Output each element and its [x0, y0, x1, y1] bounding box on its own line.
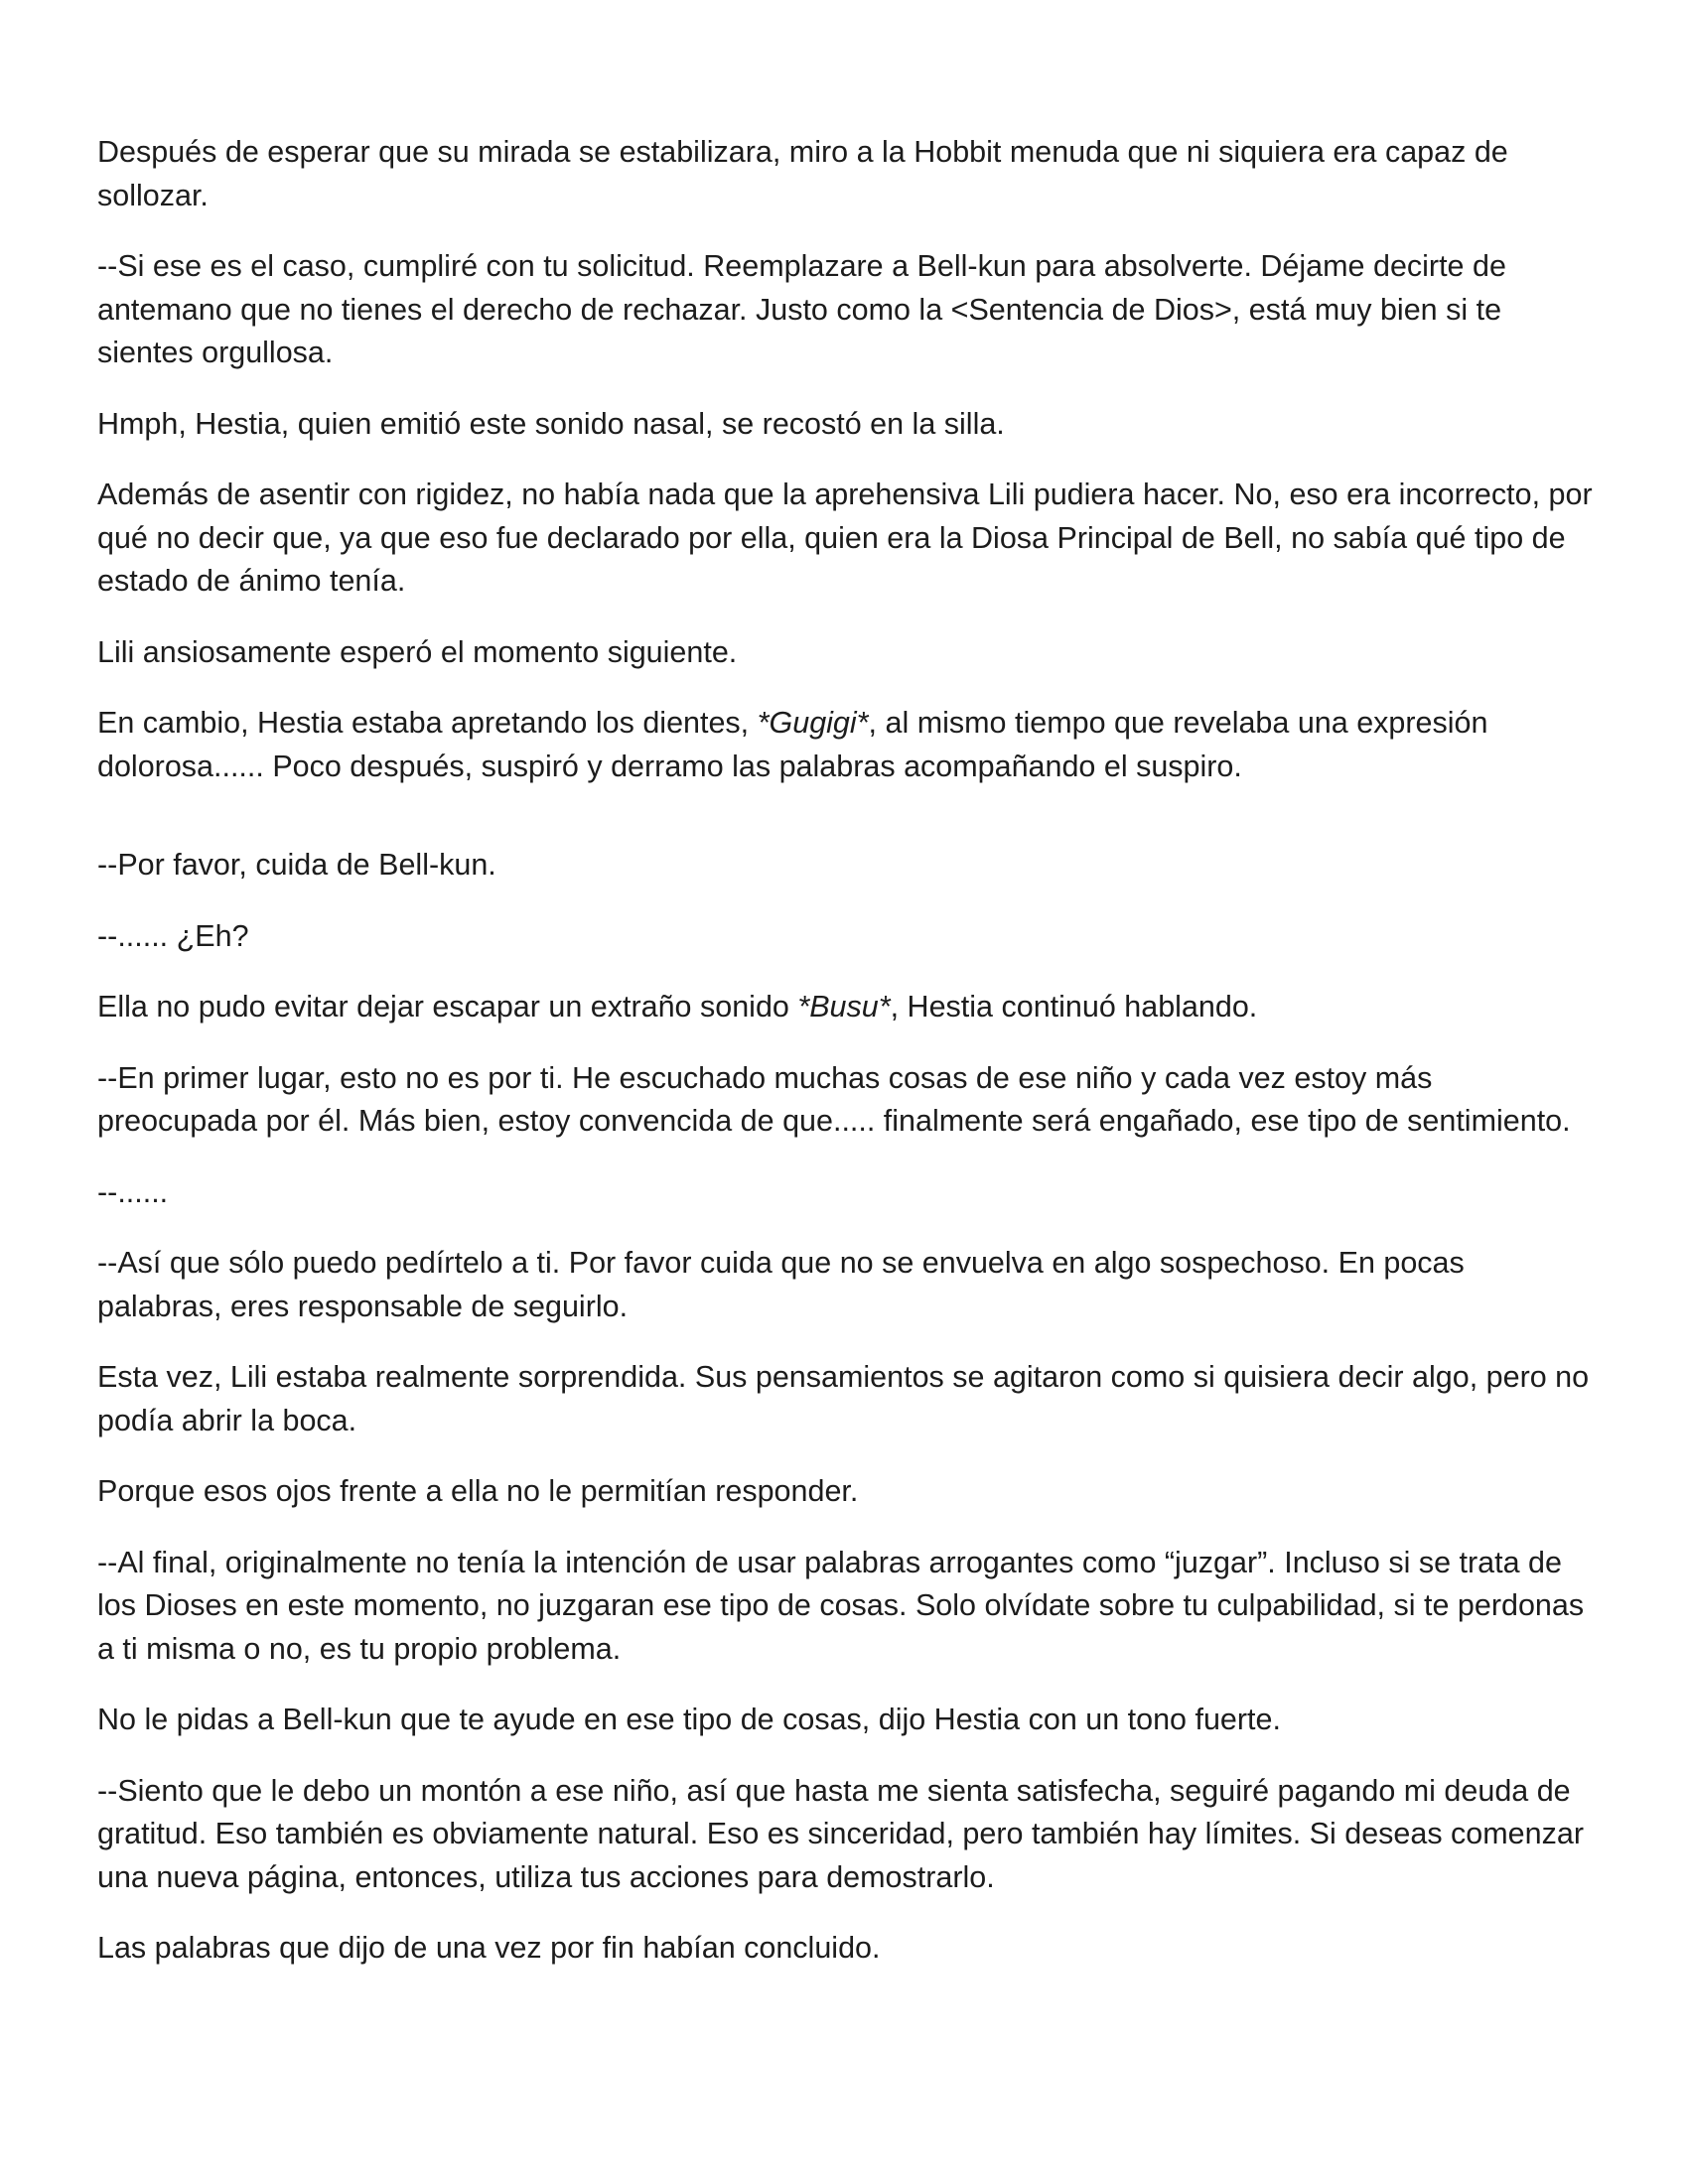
paragraph-9-text-after: , Hestia continuó hablando.: [890, 990, 1258, 1024]
paragraph-12: --Así que sólo puedo pedírtelo a ti. Por favor cuida que no se envuelva en algo sospechoso. En pocas palabras, eres responsable de seguirlo.: [97, 1246, 1465, 1323]
paragraph-9: [97, 986, 1597, 1029]
paragraph-6-text-before: En cambio, Hestia estaba apretando los dientes,: [97, 706, 758, 740]
paragraph-16: No le pidas a Bell-kun que te ayude en ese tipo de cosas, dijo Hestia con un tono fuerte.: [97, 1703, 1281, 1736]
paragraph-8: --...... ¿Eh?: [97, 918, 249, 953]
paragraph-5: Lili ansiosamente esperó el momento siguiente.: [97, 634, 738, 669]
paragraph-18: Las palabras que dijo de una vez por fin habían concluido.: [97, 1931, 881, 1965]
paragraph-6-emphasis: *Gugigi*: [757, 706, 869, 740]
paragraph-7: --Por favor, cuida de Bell-kun.: [97, 848, 496, 882]
paragraph-4: Además de asentir con rigidez, no había nada que la aprehensiva Lili pudiera hacer. No, eso era incorrecto, por qué no decir que, ya que eso fue declarado por ella, quien era la Diosa Principal de Bell, no sabía qué tipo de estado de ánimo tenía.: [97, 478, 1593, 598]
paragraph-17: --Siento que le debo un montón a ese niño, así que hasta me sienta satisfecha, seguiré pagando mi deuda de gratitud. Eso también es obviamente natural. Eso es sinceridad, pero también hay límites. Si deseas comenzar una nueva página, entonces, utiliza tus acciones para demostrarlo.: [97, 1773, 1584, 1894]
paragraph-9-emphasis: *Busu*: [797, 990, 891, 1024]
paragraph-6-text-after: , al mismo tiempo que revelaba una expresión dolorosa...... Poco después, suspiró y derramo las palabras acompañando el suspiro.: [97, 706, 1488, 783]
paragraph-6: [97, 702, 1597, 788]
paragraph-13: Esta vez, Lili estaba realmente sorprendida. Sus pensamientos se agitaron como si quisiera decir algo, pero no podía abrir la boca.: [97, 1360, 1590, 1437]
paragraph-3: Hmph, Hestia, quien emitió este sonido nasal, se recostó en la silla.: [97, 406, 1005, 441]
paragraph-11: --......: [97, 1174, 169, 1209]
paragraph-15: --Al final, originalmente no tenía la intención de usar palabras arrogantes como “juzgar”. Incluso si se trata de los Dioses en este momento, no juzgaran ese tipo de cosas. Solo olvídate sobre tu culpabilidad, si te perdonas a ti misma o no, es tu propio problema.: [97, 1545, 1585, 1666]
paragraph-1: Después de esperar que su mirada se estabilizara, miro a la Hobbit menuda que ni siquiera era capaz de sollozar.: [97, 135, 1508, 212]
paragraph-10: --En primer lugar, esto no es por ti. He escuchado muchas cosas de ese niño y cada vez estoy más preocupada por él. Más bien, estoy convencida de que..... finalmente será engañado, ese tipo de sentimiento.: [97, 1060, 1571, 1138]
document-page: [97, 131, 1597, 1998]
paragraph-2: --Si ese es el caso, cumpliré con tu solicitud. Reemplazare a Bell-kun para absolverte. Déjame decirte de antemano que no tienes el derecho de rechazar. Justo como la <Sentencia de Dios>, está muy bien si te sientes orgullosa.: [97, 249, 1506, 369]
paragraph-9-text-before: Ella no pudo evitar dejar escapar un extraño sonido: [97, 990, 798, 1024]
paragraph-14: Porque esos ojos frente a ella no le permitían responder.: [97, 1474, 859, 1508]
